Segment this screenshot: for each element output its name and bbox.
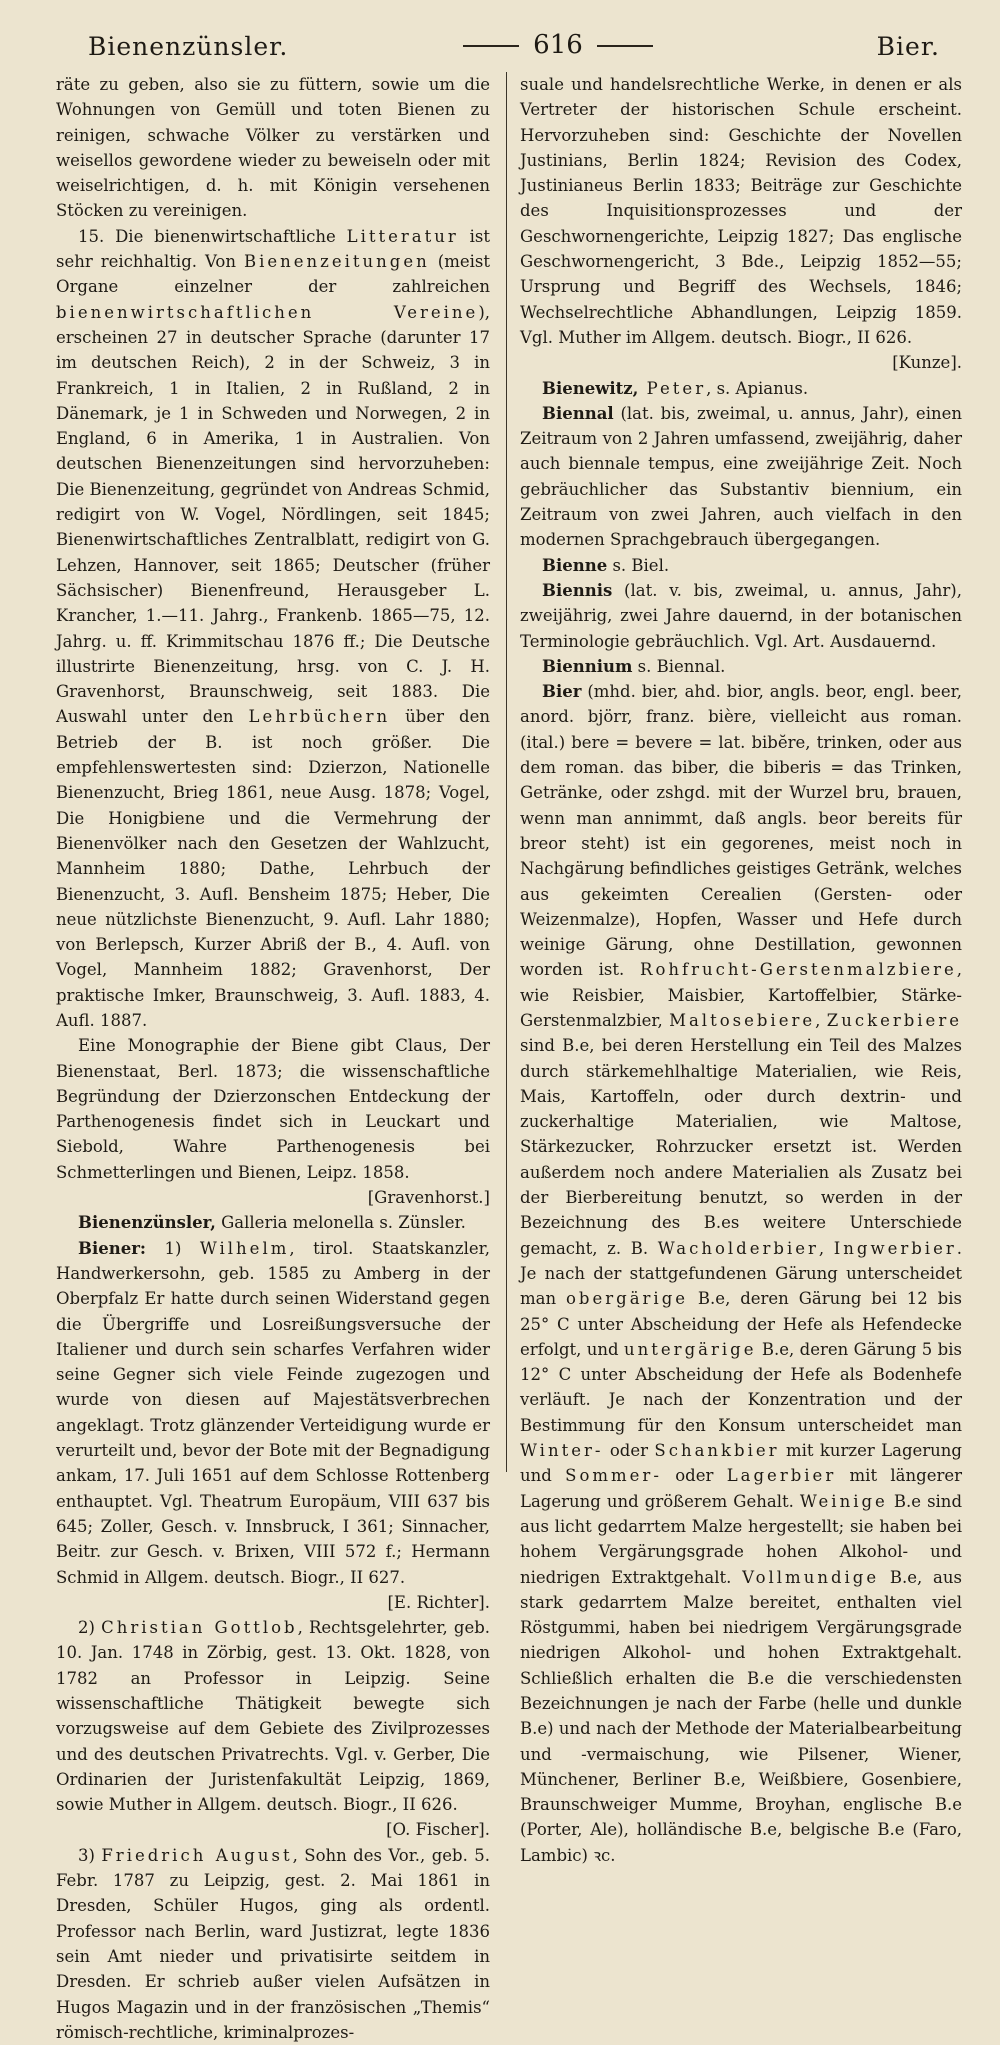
spaced-term: Schankbier (654, 1441, 780, 1461)
author-signature: [Kunze]. (892, 353, 962, 373)
spaced-term: Weinige (799, 1491, 888, 1511)
spaced-term: Litteratur (346, 226, 459, 246)
paragraph-continuation: räte zu geben, also sie zu füttern, sowie um die Wohnungen von Gemüll und toten Bienen zu reinigen, schwache Völker zu verstärken und weisellos gewordene wieder zu beweiseln oder mit weiselrichtigen, d. h. mit Königin versehenen Stöcken zu vereinigen. (56, 75, 490, 221)
spaced-term: Winter- (520, 1441, 604, 1461)
right-column (520, 72, 962, 1868)
person-name: Christian Gottlob (101, 1618, 298, 1638)
person-name: Wilhelm (199, 1238, 290, 1258)
text-run: B.e, deren Gärung 5 bis 12° C unter Abscheidung der Hefe als Bodenhefe verläuft. Je nach der Konzentration und der Bestimmung für den Konsum unterscheidet man (520, 1339, 962, 1435)
entry-text: (lat. v. bis, zweimal, u. annus, Jahr), zweijährig, zwei Jahre dauernd, in der botanischen Terminologie gebräuchlich. Vgl. Art. Ausdauernd. (520, 580, 962, 651)
entry-lemma: Biennal (542, 403, 614, 423)
entry-bienenzuensler (56, 1210, 490, 1235)
text-run: 15. Die bienenwirtschaftliche (78, 226, 347, 246)
entry-text: (lat. bis, zweimal, u. annus, Jahr), einen Zeitraum von 2 Jahren umfassend, zweijährig, daher auch biennale tempus, eine zweijährige Zeit. Noch gebräuchlicher das Substantiv biennium, ein Zeitraum von zwei Jahren, auch vielfach in den modernen Sprachgebrauch übergegangen. (520, 403, 962, 550)
spaced-term: Lehrbüchern (248, 707, 391, 727)
entry-lemma: Bienewitz, (542, 378, 639, 398)
entry-lemma: Bienenzünsler, (78, 1213, 216, 1233)
text-run: oder (661, 1466, 727, 1486)
entry-lemma: Biennium (542, 656, 633, 676)
paragraph-continuation (520, 72, 962, 376)
person-name: Friedrich August (101, 1845, 293, 1865)
text-run: mit längerer Lagerung und größerem Gehalt. (520, 1466, 963, 1511)
entry-number: 1) (146, 1238, 200, 1258)
spaced-term: Maltosebiere (669, 1010, 816, 1030)
text-run: , (818, 1238, 834, 1258)
entry-biennium (520, 654, 962, 679)
paragraph-literature (56, 224, 490, 1034)
running-header (88, 26, 940, 66)
header-left-keyword: Bienenzünsler. (88, 32, 289, 61)
text-run: ist sehr reichhaltig. Von (56, 226, 490, 272)
entry-text: , Sohn des Vor., geb. 5. Febr. 1787 zu Leipzig, gest. 2. Mai 1861 in Dresden, Schüler Hugos, ging als ordentl. Professor nach Berlin, ward Justizrat, legte 1836 sein Amt nieder und privatisirte seitdem in Dresden. Er schrieb außer vielen Aufsätzen in Hugos Magazin und in der französischen „Themis“ römisch-rechtliche, kriminalprozes- (56, 1845, 491, 2042)
entry-text: , Rechtsgelehrter, geb. 10. Jan. 1748 in Zörbig, gest. 13. Okt. 1828, von 1782 an Professor in Leipzig. Seine wissenschaftliche Thätigkeit bewegte sich vorzugsweise auf dem Gebiete des Zivilprozesses und des deutschen Privatrechts. Vgl. v. Gerber, Die Ordinarien der Juristenfakultät Leipzig, 1869, sowie Muther in Allgem. deutsch. Biogr., II 626. (56, 1618, 491, 1815)
entry-biener-1 (56, 1236, 490, 1615)
text-run: oder (603, 1441, 655, 1461)
text-run: . Je nach der stattgefundenen Gärung unterscheidet man (520, 1238, 962, 1309)
page-number-block (418, 30, 698, 60)
author-signature: [Gravenhorst.] (367, 1188, 490, 1208)
entry-biener-2 (56, 1615, 490, 1843)
dash-right (597, 45, 653, 47)
spaced-term: obergärige (566, 1289, 689, 1309)
text-run: über den Betrieb der B. ist noch größer. Die empfehlenswertesten sind: Dzierzon, Nationelle Bienenzucht, Brieg 1861, neue Ausg. 1878; Vogel, Die Honigbiene und die Vermehrung der Bienenvölker nach den Gesetzen der Wahlzucht, Mannheim 1880; Dathe, Lehrbuch der Bienenzucht, 3. Aufl. Bensheim 1875; Heber, Die neue nützlichste Bienenzucht, 9. Aufl. Lahr 1880; von Berlepsch, Kurzer Abriß der B., 4. Aufl. von Vogel, Mannheim 1882; Gravenhorst, Der praktische Imker, Braunschweig, 3. Aufl. 1883, 4. Aufl. 1887. (56, 707, 490, 1030)
text-run: , wie Reisbier, Maisbier, Kartoffelbier, Stärke-Gerstenmalzbier, (520, 960, 962, 1030)
entry-bienne (520, 553, 962, 578)
text-run: (meist Organe einzelner der zahlreichen (56, 252, 490, 297)
spaced-term: untergärige (624, 1339, 757, 1359)
person-name: Peter (638, 378, 707, 398)
header-right-keyword: Bier. (876, 32, 940, 61)
spaced-term: bienenwirtschaftlichen Vereine (56, 302, 479, 322)
text-run: mit kurzer Lagerung und (520, 1441, 962, 1486)
entry-lemma: Biennis (542, 580, 613, 600)
column-divider (506, 72, 507, 1472)
entry-text: s. Biel. (607, 555, 670, 575)
entry-biennis (520, 578, 962, 654)
spaced-term: Lagerbier (726, 1466, 837, 1486)
entry-bienewitz (520, 376, 962, 401)
author-signature: [O. Fischer]. (386, 1820, 490, 1840)
entry-number: 2) (78, 1618, 102, 1638)
spaced-term: Vollmundige (742, 1567, 880, 1587)
text-run: suale und handelsrechtliche Werke, in denen er als Vertreter der historischen Schule erscheint. Hervorzuheben sind: Geschichte der Novellen Justinians, Berlin 1824; Revision des Codex, Justinianeus Berlin 1833; Beiträge zur Geschichte des Inquisitionsprozesses und der Geschwornengerichte, Leipzig 1827; Das englische Geschwornengericht, 3 Bde., Leipzig 1852—55; Ursprung und Begriff des Wechsels, 1846; Wechselrechtliche Abhandlungen, Leipzig 1859. Vgl. Muther im Allgem. deutsch. Biogr., II 626. (520, 75, 962, 347)
paragraph-monograph (56, 1033, 490, 1210)
spaced-term: Wacholderbier (657, 1238, 819, 1258)
text-run: sind B.e, bei deren Herstellung ein Teil des Malzes durch stärkemehlhaltige Materialien, wie Reis, Mais, Kartoffeln, oder durch dextrin- und zuckerhaltige Materialien, wie Maltose, Stärkezucker, Rohrzucker ersetzt ist. Werden außerdem noch andere Materialien als Zusatz bei der Bierbereitung benutzt, so werden in der Bezeichnung des B.es weitere Unterschiede gemacht, z. B. (520, 1036, 962, 1258)
page-number: 616 (533, 30, 583, 60)
entry-number: 3) (78, 1845, 102, 1865)
entry-biennal (520, 401, 962, 553)
left-column (56, 72, 490, 2045)
dash-left (463, 45, 519, 47)
text-run: ), erscheinen 27 in deutscher Sprache (darunter 17 im deutschen Reich), 2 in der Schweiz, 3 in Frankreich, 1 in Italien, 2 in Rußland, 2 in Dänemark, je 1 in Schweden und Norwegen, 2 in England, 6 in Amerika, 1 in Australien. Von deutschen Bienenzeitungen sind hervorzuheben: Die Bienenzeitung, gegründet von Andreas Schmid, redigirt von W. Vogel, Nördlingen, seit 1845; Bienenwirtschaftliches Zentralblatt, redigirt von G. Lehzen, Hannover, seit 1865; Deutscher (früher Sächsischer) Bienenfreund, Herausgeber L. Krancher, 1.—11. Jahrg., Frankenb. 1865—75, 12. Jahrg. u. ff. Krimmitschau 1876 ff.; Die Deutsche illustrirte Bienenzeitung, hrsg. von C. J. H. Gravenhorst, Braunschweig, seit 1883. Die Auswahl unter den (56, 302, 490, 727)
text-run: , (815, 1010, 827, 1030)
entry-text: s. Biennal. (632, 656, 726, 676)
text-run: B.e, aus stark gedarrtem Malze bereitet, enthalten viel Röstgummi, haben bei niedrigem Vergärungsgrade niedrigen Alkohol- und hohen Extraktgehalt. Schließlich erhalten die B.e die verschiedensten Bezeichnungen je nach der Farbe (helle und dunkle B.e) und nach der Methode der Materialbearbeitung und -vermaischung, wie Pilsener, Wiener, Münchener, Berliner B.e, Weißbiere, Gosenbiere, Braunschweiger Mumme, Broyhan, englische B.e (Porter, Ale), holländische B.e, belgische B.e (Faro, Lambic) ꝛc. (520, 1567, 962, 1865)
entry-lemma: Bier (542, 682, 582, 702)
author-signature: [E. Richter]. (387, 1592, 490, 1612)
text-run: (mhd. bier, ahd. bior, angls. beor, engl. beer, anord. björr, franz. bière, vielleicht aus roman. (ital.) bere = bevere = lat. bibĕre, trinken, oder aus dem roman. das biber, die biberis = das Trinken, Getränke, oder zshgd. mit der Wurzel bru, brauen, wenn man annimmt, daß angls. beor bereits für breor steht) ist ein gegorenes, meist noch in Nachgärung befindliches geistiges Getränk, welches aus gekeimten Cerealien (Gersten- oder Weizenmalze), Hopfen, Wasser und Hefe durch weinige Gärung, ohne Destillation, gewonnen worden ist. (520, 682, 962, 980)
entry-text: , s. Apianus. (706, 378, 809, 398)
spaced-term: Ingwerbier (833, 1238, 957, 1258)
spaced-term: Bienenzeitungen (244, 252, 430, 272)
entry-bier (520, 679, 962, 1868)
spaced-term: Zuckerbiere (826, 1010, 962, 1030)
text-run: Eine Monographie der Biene gibt Claus, Der Bienenstaat, Berl. 1873; die wissenschaftliche Begründung der Dzierzonschen Entdeckung der Parthenogenesis findet sich in Leuckart und Siebold, Wahre Parthenogenesis bei Schmetterlingen und Bienen, Leipz. 1858. (56, 1036, 490, 1182)
spaced-term: Sommer- (565, 1466, 662, 1486)
entry-text: Galleria melonella s. Zünsler. (215, 1213, 466, 1233)
entry-lemma: Bienne (542, 555, 608, 575)
entry-biener-3 (56, 1843, 490, 2045)
entry-text: , tirol. Staatskanzler, Handwerkersohn, geb. 1585 zu Amberg in der Oberpfalz Er hatte durch seinen Widerstand gegen die Übergriffe und Losreißungsversuche der Italiener und durch sein scharfes Verfahren wider seine Gegner sich viele Feinde zugezogen und wurde von diesen auf Majestätsverbrechen angeklagt. Trotz glänzender Verteidigung wurde er verurteilt und, bevor der Bote mit der Begnadigung ankam, 17. Juli 1651 auf dem Schlosse Rottenberg enthauptet. Vgl. Theatrum Europäum, VIII 637 bis 645; Zoller, Gesch. v. Innsbruck, I 361; Sinnacher, Beitr. zur Gesch. v. Brixen, VIII 572 f.; Hermann Schmid in Allgem. deutsch. Biogr., II 627. (56, 1238, 490, 1587)
spaced-term: Rohfrucht-Gerstenmalzbiere (640, 960, 957, 980)
text-run: B.e, deren Gärung bei 12 bis 25° C unter Abscheidung der Hefe als Hefendecke erfolgt, und (520, 1289, 962, 1359)
entry-lemma: Biener: (78, 1238, 146, 1258)
text-run: B.e sind aus licht gedarrtem Malze hergestellt; sie haben bei hohem Vergärungsgrade hohen Alkohol- und niedrigen Extraktgehalt. (520, 1491, 963, 1587)
